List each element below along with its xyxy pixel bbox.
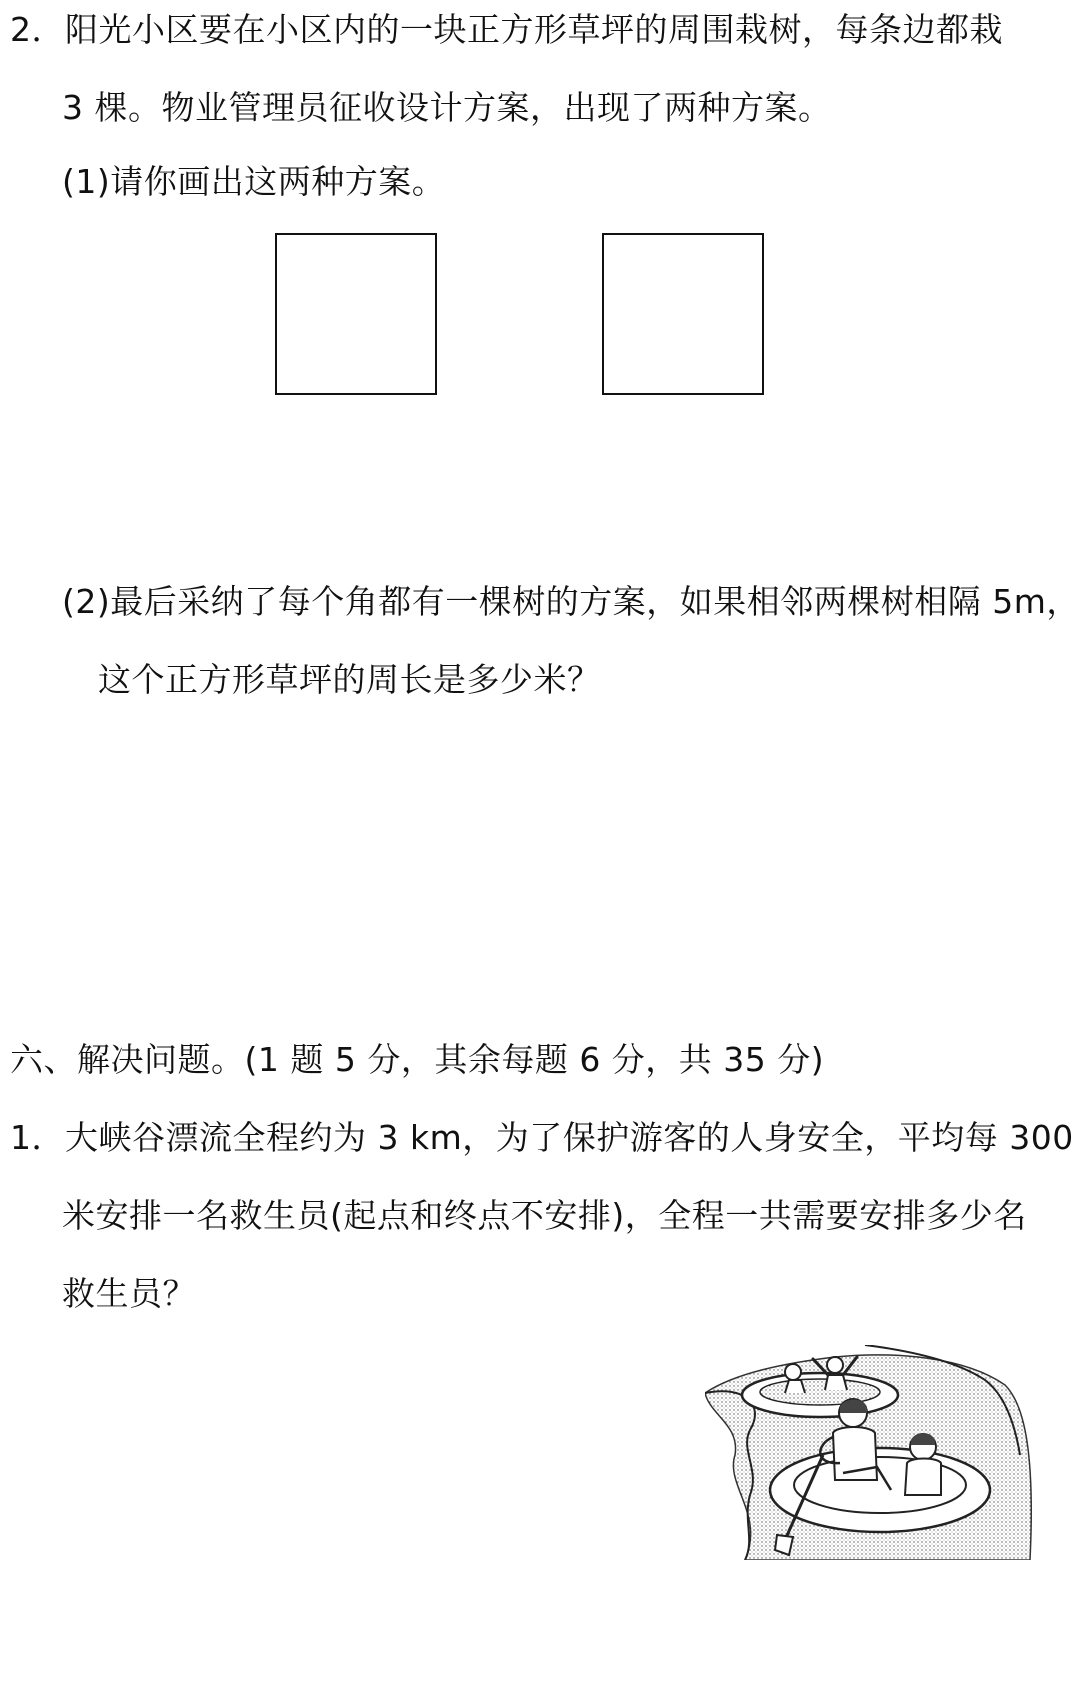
- question-6-1-line-1: 1．大峡谷漂流全程约为 3 km，为了保护游客的人身安全，平均每 300: [10, 1118, 1074, 1157]
- rafting-illustration: [705, 1345, 1035, 1560]
- question-2-part-2-line-2: 这个正方形草坪的周长是多少米？: [98, 660, 601, 699]
- question-2-line-1: 2．阳光小区要在小区内的一块正方形草坪的周围栽树，每条边都栽: [10, 10, 1003, 49]
- section-6-heading: 六、解决问题。(1 题 5 分，其余每题 6 分，共 35 分): [10, 1040, 825, 1079]
- question-6-1-line-3: 救生员？: [62, 1274, 196, 1313]
- question-2-line-2: 3 棵。物业管理员征收设计方案，出现了两种方案。: [62, 88, 832, 127]
- question-2-part-1: (1)请你画出这两种方案。: [62, 162, 446, 201]
- answer-square-1: [275, 233, 437, 395]
- answer-square-2: [602, 233, 764, 395]
- question-2-part-2-line-1: (2)最后采纳了每个角都有一棵树的方案，如果相邻两棵树相隔 5m，: [62, 582, 1080, 621]
- question-6-1-line-2: 米安排一名救生员(起点和终点不安排)，全程一共需要安排多少名: [62, 1196, 1027, 1235]
